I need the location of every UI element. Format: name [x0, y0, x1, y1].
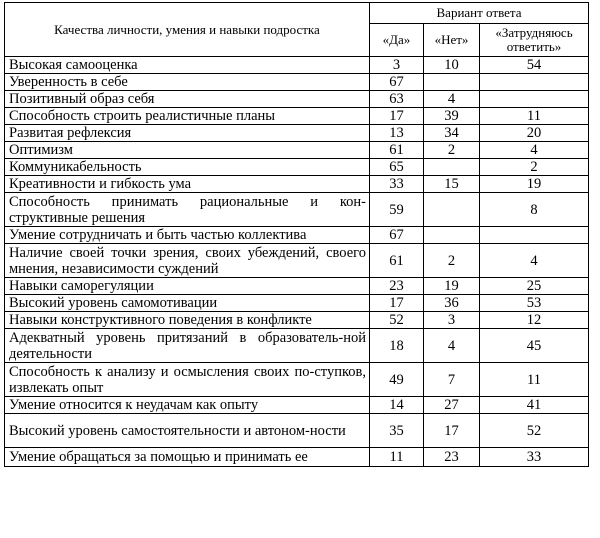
row-yes: 63: [370, 91, 424, 108]
header-qualities: Качества личности, умения и навыки подростка: [5, 3, 370, 57]
row-quality: Высокий уровень самомотивации: [5, 295, 370, 312]
row-quality: Развитая рефлексия: [5, 125, 370, 142]
table-row: [5, 312, 589, 329]
row-no: 17: [424, 414, 480, 448]
row-hard: 2: [480, 159, 589, 176]
row-hard: 8: [480, 193, 589, 227]
table-row: [5, 244, 589, 278]
row-quality: Способность к анализу и осмысления своих по-ступков, извлекать опыт: [5, 363, 370, 397]
row-hard: [480, 74, 589, 91]
row-quality: Высокий уровень самостоятельности и автоном-ности: [5, 414, 370, 448]
row-yes: 17: [370, 108, 424, 125]
row-quality: Позитивный образ себя: [5, 91, 370, 108]
row-no: 2: [424, 244, 480, 278]
row-hard: 54: [480, 57, 589, 74]
row-yes: 23: [370, 278, 424, 295]
row-hard: [480, 227, 589, 244]
row-no: 7: [424, 363, 480, 397]
row-hard: 25: [480, 278, 589, 295]
table-row: [5, 278, 589, 295]
row-yes: 3: [370, 57, 424, 74]
table-row: [5, 108, 589, 125]
header-yes: «Да»: [370, 24, 424, 57]
row-hard: [480, 91, 589, 108]
row-no: 2: [424, 142, 480, 159]
row-quality: Навыки конструктивного поведения в конфликте: [5, 312, 370, 329]
row-quality: Оптимизм: [5, 142, 370, 159]
row-no: 4: [424, 329, 480, 363]
row-hard: 4: [480, 244, 589, 278]
table-row: [5, 227, 589, 244]
row-no: 23: [424, 448, 480, 467]
row-yes: 11: [370, 448, 424, 467]
table-row: [5, 329, 589, 363]
row-hard: 12: [480, 312, 589, 329]
table-row: [5, 176, 589, 193]
table-row: [5, 142, 589, 159]
row-yes: 59: [370, 193, 424, 227]
table-row: [5, 91, 589, 108]
row-yes: 35: [370, 414, 424, 448]
row-yes: 18: [370, 329, 424, 363]
table-row: [5, 448, 589, 467]
row-no: [424, 74, 480, 91]
row-hard: 33: [480, 448, 589, 467]
row-hard: 4: [480, 142, 589, 159]
row-hard: 11: [480, 363, 589, 397]
table-row: [5, 414, 589, 448]
row-quality: Способность принимать рациональные и кон-структивные решения: [5, 193, 370, 227]
row-quality: Способность строить реалистичные планы: [5, 108, 370, 125]
row-quality: Высокая самооценка: [5, 57, 370, 74]
row-hard: 20: [480, 125, 589, 142]
table-row: [5, 193, 589, 227]
row-quality: Креативности и гибкость ума: [5, 176, 370, 193]
row-quality: Уверенность в себе: [5, 74, 370, 91]
row-no: 34: [424, 125, 480, 142]
row-hard: 19: [480, 176, 589, 193]
row-quality: Умение сотрудничать и быть частью коллектива: [5, 227, 370, 244]
row-yes: 49: [370, 363, 424, 397]
row-no: 15: [424, 176, 480, 193]
row-quality: Умение обращаться за помощью и принимать ее: [5, 448, 370, 467]
header-answer-variant: Вариант ответа: [370, 3, 589, 24]
table-row: [5, 125, 589, 142]
row-hard: 45: [480, 329, 589, 363]
row-yes: 13: [370, 125, 424, 142]
row-quality: Коммуникабельность: [5, 159, 370, 176]
row-yes: 33: [370, 176, 424, 193]
row-hard: 11: [480, 108, 589, 125]
table-row: [5, 57, 589, 74]
row-hard: 53: [480, 295, 589, 312]
header-no: «Нет»: [424, 24, 480, 57]
row-no: 4: [424, 91, 480, 108]
row-quality: Навыки саморегуляции: [5, 278, 370, 295]
row-yes: 67: [370, 74, 424, 91]
table-row: [5, 159, 589, 176]
row-yes: 17: [370, 295, 424, 312]
row-hard: 41: [480, 397, 589, 414]
row-yes: 65: [370, 159, 424, 176]
row-hard: 52: [480, 414, 589, 448]
row-no: 27: [424, 397, 480, 414]
row-quality: Адекватный уровень притязаний в образователь-ной деятельности: [5, 329, 370, 363]
row-yes: 52: [370, 312, 424, 329]
row-no: 10: [424, 57, 480, 74]
row-no: 36: [424, 295, 480, 312]
row-yes: 67: [370, 227, 424, 244]
row-no: [424, 193, 480, 227]
row-yes: 61: [370, 142, 424, 159]
row-quality: Умение относится к неудачам как опыту: [5, 397, 370, 414]
table-row: [5, 397, 589, 414]
row-no: 3: [424, 312, 480, 329]
table-row: [5, 363, 589, 397]
header-hard: «Затрудняюсь ответить»: [480, 24, 589, 57]
row-yes: 14: [370, 397, 424, 414]
table-row: [5, 74, 589, 91]
row-no: 19: [424, 278, 480, 295]
row-no: 39: [424, 108, 480, 125]
survey-table: [4, 2, 589, 467]
row-quality: Наличие своей точки зрения, своих убеждений, своего мнения, независимости суждений: [5, 244, 370, 278]
row-yes: 61: [370, 244, 424, 278]
row-no: [424, 159, 480, 176]
row-no: [424, 227, 480, 244]
table-row: [5, 295, 589, 312]
